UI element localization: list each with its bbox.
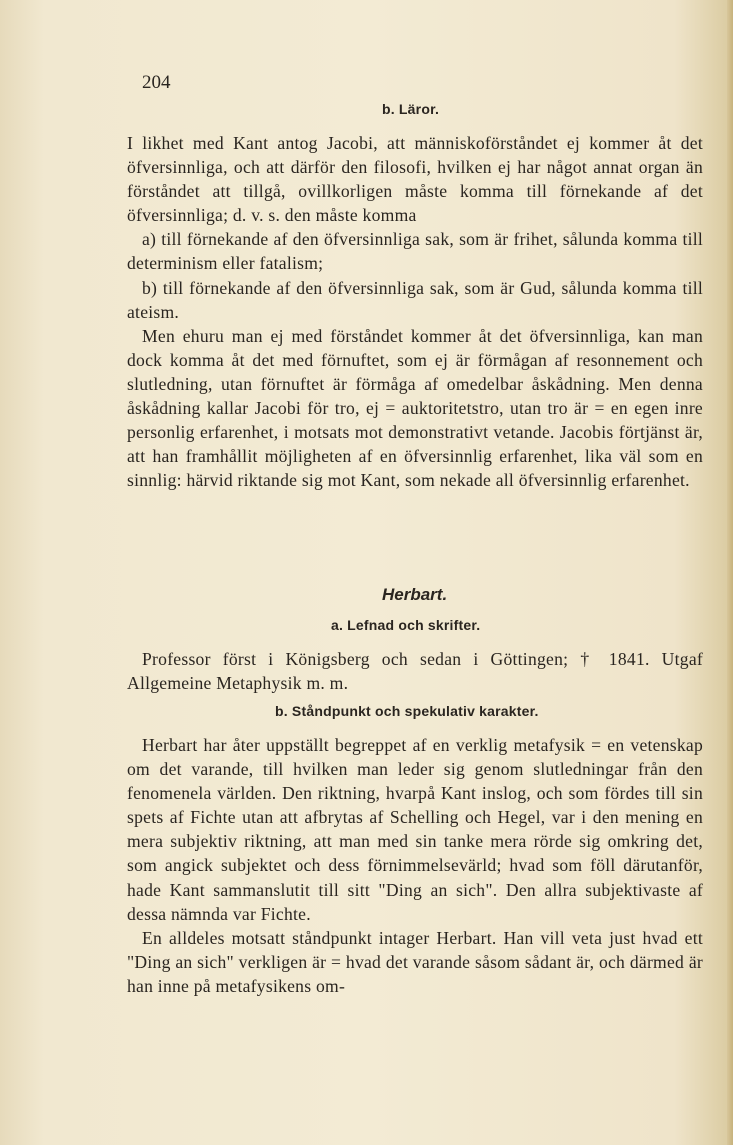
list-item: a) till förnekande af den öfversinnliga sak, som är frihet, sålunda komma till determinism eller fatalism; xyxy=(127,229,703,274)
lefnad-text xyxy=(127,647,703,695)
paragraph: Herbart har åter uppställt begreppet af en verklig metafysik = en vetenskap om det varande, till hvilken man leder sig genom slutledningar från den fenomenela världen. Den riktning, hvarpå Kant inslog, och som fördes till sin spets af Fichte utan att afbrytas af Schelling och Hegel, var i den mening en mera subjektiv riktning, att man med sin tanke mera rörde sig omkring det, som angick subjektet och dess förnimmelsevärld; hvad som föll därutanför, hade Kant sammanslutit till sitt "Ding an sich". Den allra subjektivaste af dessa nämnda var Fichte. xyxy=(127,735,703,924)
paragraph: Men ehuru man ej med förståndet kommer åt det öfversinnliga, kan man dock komma åt det med förnuftet, som ej är förmågan af resonnement och slutledning, utan förnuftet är förmåga af omedelbar åskådning. Men denna åskådning kallar Jacobi för tro, ej = auktoritetstro, utan tro är = en egen inre personlig erfarenhet, i motsats mot demonstrativt vetande. Jacobis förtjänst är, att han framhållit möjligheten af en öfversinnlig erfarenhet, lika väl som en sinnlig: härvid riktande sig mot Kant, som nekade all öfversinnlig erfarenhet. xyxy=(127,325,703,491)
paragraph: Professor först i Königsberg och sedan i Göttingen; † 1841. Utgaf Allgemeine Metaphysik m. m. xyxy=(127,649,703,694)
page-edge xyxy=(727,0,733,1145)
section-heading-standpunkt: b. Ståndpunkt och spekulativ karakter. xyxy=(275,703,539,719)
section-heading-lefnad: a. Lefnad och skrifter. xyxy=(331,617,481,633)
laror-text xyxy=(127,131,703,492)
section-heading-laror: b. Läror. xyxy=(382,101,440,117)
chapter-title-herbart: Herbart. xyxy=(382,585,448,604)
list-item: b) till förnekande af den öfversinnliga sak, som är Gud, sålunda komma till ateism. xyxy=(127,277,703,322)
paragraph: I likhet med Kant antog Jacobi, att människoförståndet ej kommer åt det öfversinnliga, och att därför den filosofi, hvilken ej har något annat organ än förståndet att tillgå, ovillkorligen måste komma till förnekande af det öfversinnliga; d. v. s. den måste komma xyxy=(127,133,703,226)
page-number: 204 xyxy=(142,72,171,93)
standpunkt-text xyxy=(127,733,703,998)
paragraph: En alldeles motsatt ståndpunkt intager Herbart. Han vill veta just hvad ett "Ding an sich" verkligen är = hvad det varande såsom sådant är, och därmed är han inne på metafysikens om- xyxy=(127,927,703,996)
